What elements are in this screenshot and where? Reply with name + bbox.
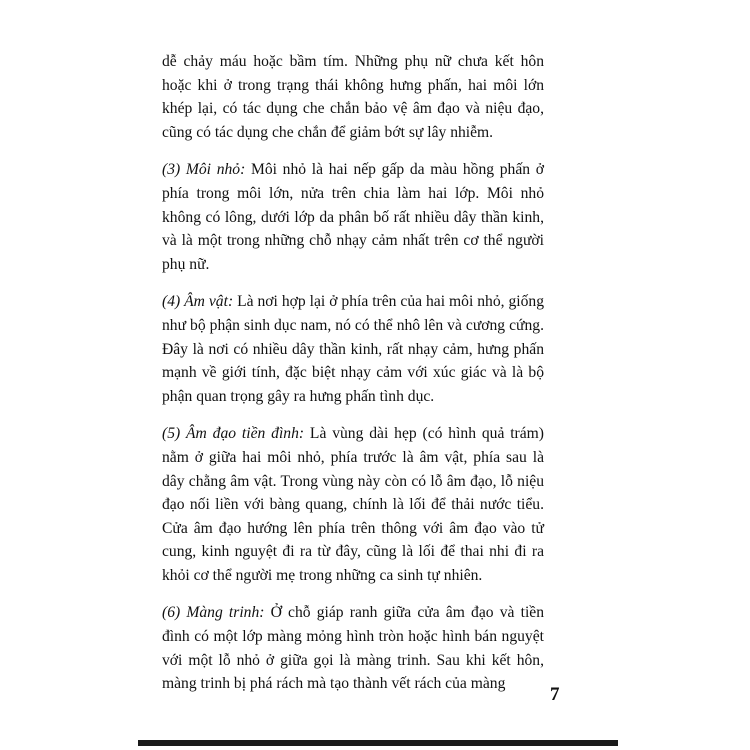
page-edge-shadow: [138, 740, 618, 746]
paragraph-clitoris: [162, 290, 544, 408]
paragraph-text: Là nơi hợp lại ở phía trên của hai môi nhỏ, giống như bộ phận sinh dục nam, nó có thể nhô lên và cương cứng. Đây là nơi có nhiều dây thần kinh, rất nhạy cảm, hưng phấn mạnh về giới tính, đặc biệt nhạy cảm với xúc giác và là bộ phận quan trọng gây ra hưng phấn tình dục.: [162, 293, 545, 405]
page-body: [162, 50, 544, 696]
paragraph-hymen: [162, 601, 544, 695]
paragraph-vestibule: [162, 422, 544, 587]
paragraph-continuation: [162, 50, 544, 144]
paragraph-text: Môi nhỏ là hai nếp gấp da màu hồng phấn ở phía trong môi lớn, nửa trên chia làm hai lớp. Môi nhỏ không có lông, dưới lớp da phân bố rất nhiều dây thần kinh, và là một trong những chỗ nhạy cảm nhất trên cơ thể người phụ nữ.: [162, 161, 544, 273]
section-heading: (5) Âm đạo tiền đình:: [162, 425, 305, 443]
page-number: 7: [550, 684, 560, 705]
paragraph-text: Là vùng dài hẹp (có hình quả trám) nằm ở giữa hai môi nhỏ, phía trước là âm vật, phía sau là dây chằng âm vật. Trong vùng này còn có lỗ âm đạo, lỗ niệu đạo nối liền với bàng quang, chính là lối để thải nước tiểu. Cửa âm đạo hướng lên phía trên thông với âm đạo vào tử cung, kinh nguyệt đi ra từ đây, cũng là lối để thai nhi đi ra khỏi cơ thể người mẹ trong những ca sinh tự nhiên.: [162, 425, 544, 584]
section-heading: (6) Màng trinh:: [162, 604, 265, 622]
paragraph-labia-minora: [162, 158, 544, 276]
paragraph-text: Ở chỗ giáp ranh giữa cửa âm đạo và tiền đình có một lớp màng mỏng hình tròn hoặc hình bán nguyệt với một lỗ nhỏ ở giữa gọi là màng trinh. Sau khi kết hôn, màng trinh bị phá rách mà tạo thành vết rách của màng: [162, 604, 544, 693]
section-heading: (4) Âm vật:: [162, 293, 234, 311]
section-heading: (3) Môi nhỏ:: [162, 161, 246, 179]
paragraph-text: dễ chảy máu hoặc bầm tím. Những phụ nữ chưa kết hôn hoặc khi ở trong trạng thái không hưng phấn, hai môi lớn khép lại, có tác dụng che chắn bảo vệ âm đạo và niệu đạo, cũng có tác dụng che chắn để giảm bớt sự lây nhiễm.: [162, 53, 544, 141]
